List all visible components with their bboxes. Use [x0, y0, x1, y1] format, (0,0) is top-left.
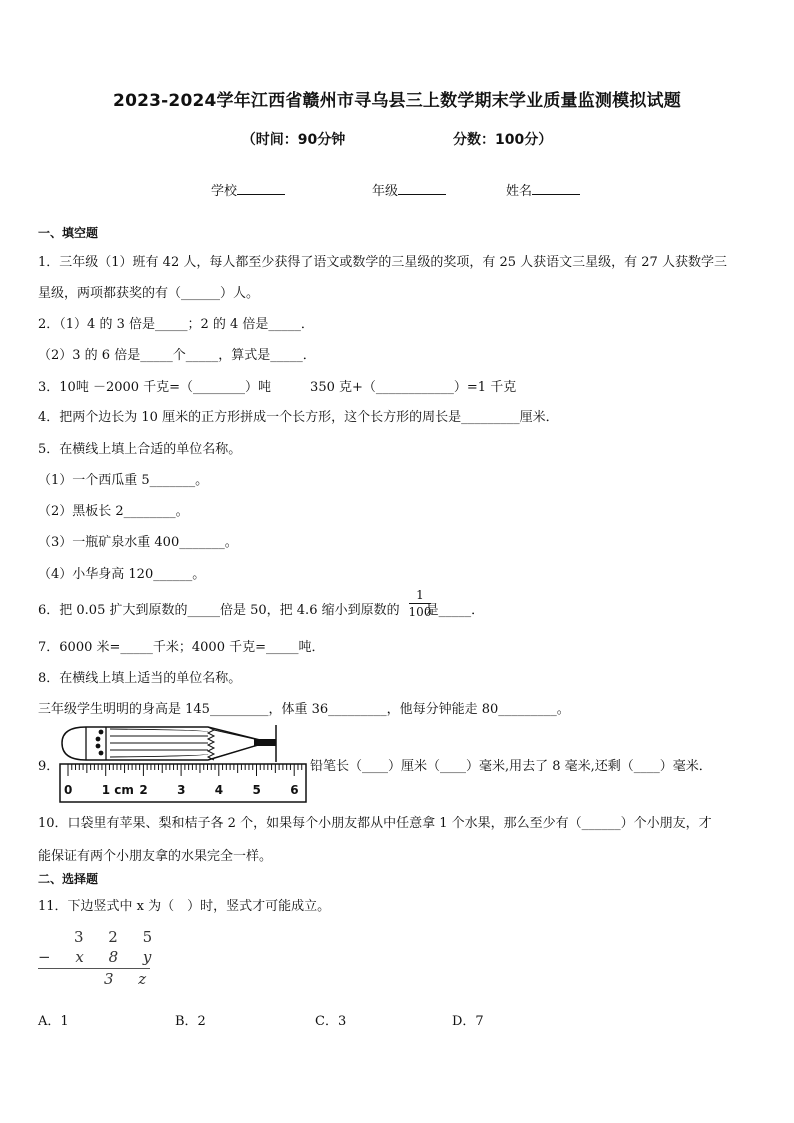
- ruler-label: 1 cm: [101, 783, 134, 797]
- question-9-number: 9．: [38, 759, 60, 774]
- question-5-item-3: （3）一瓶矿泉水重 400_______。: [38, 535, 238, 550]
- ruler-label: 5: [252, 783, 261, 797]
- ruler-label: 2: [139, 783, 148, 797]
- question-8: 8．在横线上填上适当的单位名称。: [38, 671, 242, 686]
- question-6-text-b: 是_____．: [425, 603, 485, 618]
- vertical-subtraction: [38, 928, 168, 994]
- question-1-line-2: 星级，两项都获奖的有（______）人。: [38, 286, 260, 301]
- option-b[interactable]: B．2: [175, 1014, 206, 1029]
- vertical-row-2: − x 8 y: [38, 948, 162, 966]
- exam-time: （时间：90分钟: [241, 132, 346, 148]
- fraction-numerator: 1: [416, 588, 424, 602]
- question-5-item-1: （1）一个西瓜重 5_______。: [38, 473, 209, 488]
- question-5: 5．在横线上填上合适的单位名称。: [38, 442, 242, 457]
- section-multiple-choice: 二、选择题: [38, 872, 99, 886]
- question-10-line-2: 能保证有两个小朋友拿的水果完全一样。: [38, 849, 273, 864]
- grade-field[interactable]: 年级: [372, 180, 446, 199]
- fraction-one-hundredth: [405, 588, 435, 619]
- exam-score: 分数：100分）: [453, 132, 553, 148]
- question-5-item-4: （4）小华身高 120______。: [38, 567, 206, 582]
- question-3: 3．10吨 －2000 千克=（________）吨 350 克+（____________）=1 千克: [38, 380, 517, 395]
- option-c[interactable]: C．3: [315, 1014, 347, 1029]
- fraction-denominator: 100: [408, 605, 432, 619]
- option-d[interactable]: D．7: [452, 1014, 484, 1029]
- option-a[interactable]: A．1: [38, 1014, 69, 1029]
- question-11: 11．下边竖式中 x 为（ ）时，竖式才可能成立。: [38, 899, 331, 914]
- question-4: 4．把两个边长为 10 厘米的正方形拼成一个长方形，这个长方形的周长是_________厘米．: [38, 410, 559, 425]
- vertical-row-1: 3 2 5: [74, 928, 163, 946]
- ruler-label: 6: [290, 783, 299, 797]
- section-fill-blank: 一、填空题: [38, 226, 99, 240]
- pencil-icon: [62, 725, 276, 762]
- question-1-line-1: 1．三年级（1）班有 42 人，每人都至少获得了语文或数学的三星级的奖项，有 25 人获语文三星级，有 27 人获数学三: [38, 255, 727, 270]
- question-5-item-2: （2）黑板长 2________。: [38, 504, 189, 519]
- question-2-part-2: （2）3 的 6 倍是_____个_____，算式是_____．: [38, 348, 316, 363]
- vertical-row-3: 3 z: [104, 970, 157, 988]
- question-7: 7．6000 米=_____千米；4000 千克=_____吨．: [38, 640, 325, 655]
- ruler-label: 3: [177, 783, 186, 797]
- exam-subtitle: [0, 129, 794, 149]
- question-6-text-a: 6．把 0.05 扩大到原数的_____倍是 50，把 4.6 缩小到原数的: [38, 603, 400, 618]
- school-field[interactable]: 学校: [211, 180, 285, 199]
- ruler-label: 0: [64, 783, 73, 797]
- ruler-label: 4: [214, 783, 224, 797]
- question-9-text: 铅笔长（____）厘米（____）毫米,用去了 8 毫米,还剩（____）毫米．: [310, 759, 712, 774]
- question-8-line-2: 三年级学生明明的身高是 145_________，体重 36_________，他每分钟能走 80_________。: [38, 702, 570, 717]
- question-10-line-1: 10．口袋里有苹果、梨和桔子各 2 个，如果每个小朋友都从中任意拿 1 个水果，那么至少有（______）个小朋友，才: [38, 816, 712, 831]
- exam-title: 2023-2024学年江西省赣州市寻乌县三上数学期末学业质量监测模拟试题: [113, 91, 681, 111]
- name-field[interactable]: 姓名: [506, 180, 580, 199]
- question-2-part-1: 2．（1）4 的 3 倍是_____；2 的 4 倍是_____．: [38, 317, 314, 332]
